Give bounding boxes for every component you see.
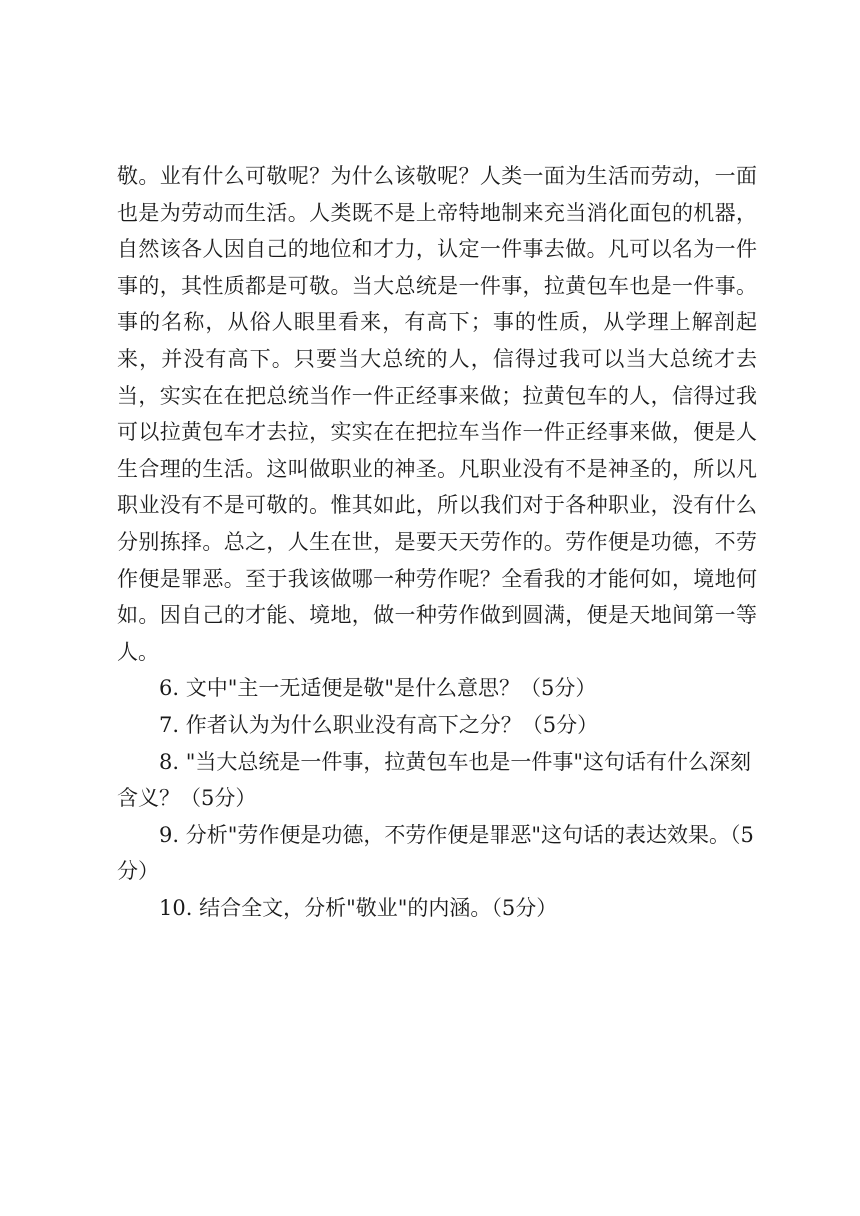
question-8: 8. "当大总统是一件事，拉黄包车也是一件事"这句话有什么深刻含义？（5分）	[117, 749, 752, 811]
question-10: 10. 结合全文，分析"敬业"的内涵。（5分）	[159, 895, 558, 920]
question-7: 7. 作者认为为什么职业没有高下之分？（5分）	[159, 712, 599, 737]
document-body	[117, 158, 757, 926]
passage-paragraph: 敬。业有什么可敬呢？为什么该敬呢？人类一面为生活而劳动，一面也是为劳动而生活。人类既不是上帝特地制来充当消化面包的机器，自然该各人因自己的地位和才力，认定一件事去做。凡可以名为一件事的，其性质都是可敬。当大总统是一件事，拉黄包车也是一件事。事的名称，从俗人眼里看来，有高下；事的性质，从学理上解剖起来，并没有高下。只要当大总统的人，信得过我可以当大总统才去当，实实在在把总统当作一件正经事来做；拉黄包车的人，信得过我可以拉黄包车才去拉，实实在在把拉车当作一件正经事来做，便是人生合理的生活。这叫做职业的神圣。凡职业没有不是神圣的，所以凡职业没有不是可敬的。惟其如此，所以我们对于各种职业，没有什么分别拣择。总之，人生在世，是要天天劳作的。劳作便是功德，不劳作便是罪恶。至于我该做哪一种劳作呢？全看我的才能何如，境地何如。因自己的才能、境地，做一种劳作做到圆满，便是天地间第一等人。	[117, 164, 757, 664]
question-9: 9. 分析"劳作便是功德，不劳作便是罪恶"这句话的表达效果。（5分）	[117, 822, 754, 884]
question-6: 6. 文中"主一无适便是敬"是什么意思？（5分）	[159, 676, 597, 701]
